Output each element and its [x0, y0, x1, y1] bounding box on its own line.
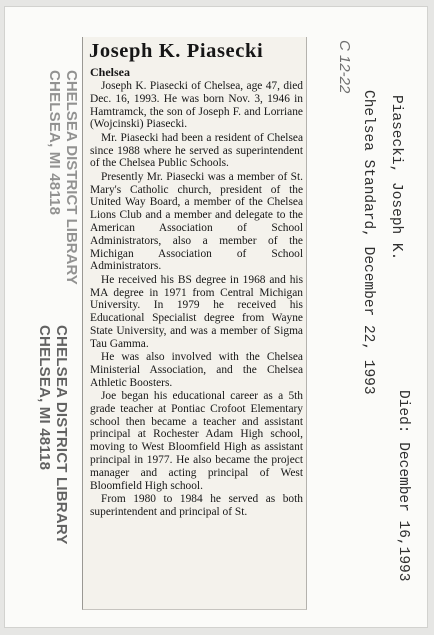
obituary-paragraph: From 1980 to 1984 he served as both superintendent and principal of St.	[90, 493, 303, 518]
call-number-handwritten: C 12-22	[336, 40, 353, 94]
obituary-body	[90, 65, 303, 519]
obituary-paragraph: Joseph K. Piasecki of Chelsea, age 47, died Dec. 16, 1993. He was born Nov. 3, 1946 in Hamtramck, the son of Joseph F. and Lorriane (Wojcinski) Piasecki.	[90, 80, 303, 131]
stamp-address: CHELSEA, MI 48118	[36, 325, 53, 471]
stamp-address: CHELSEA, MI 48118	[46, 70, 63, 216]
typed-death-date: Died: December 16,1993	[395, 390, 411, 582]
newspaper-clipping	[82, 37, 307, 610]
obituary-paragraph: He received his BS degree in 1968 and his MA degree in 1971 from Central Michigan University. In 1979 he received his Educational Specialist degree from Wayne State University, and was a member of Sigma Tau Gamma.	[90, 273, 303, 350]
obituary-paragraph: Mr. Piasecki had been a resident of Chelsea since 1988 where he served as superintendent of the Chelsea Public Schools.	[90, 131, 303, 170]
library-stamp	[46, 70, 80, 285]
typed-name-label: Piasecki, Joseph K.	[388, 95, 404, 261]
typed-source-label: Chelsea Standard, December 22, 1993	[360, 90, 376, 395]
library-stamp	[36, 325, 70, 545]
dateline: Chelsea	[90, 65, 130, 79]
stamp-library-name: CHELSEA DISTRICT LIBRARY	[63, 70, 80, 285]
stamp-library-name: CHELSEA DISTRICT LIBRARY	[53, 325, 70, 545]
obituary-title: Joseph K. Piasecki	[89, 40, 264, 62]
obituary-paragraph: He was also involved with the Chelsea Ministerial Association, and the Chelsea Athletic Boosters.	[90, 351, 303, 389]
obituary-paragraph: Presently Mr. Piasecki was a member of St. Mary's Catholic church, president of the United Way Board, a member of the Chelsea Lions Club and a member and delegate to the American Association of School Administrators, also a member of the Michigan Association of School Administrators.	[90, 170, 303, 273]
obituary-paragraph: Joe began his educational career as a 5th grade teacher at Pontiac Crofoot Elementary school then became a teacher and assistant principal at Rochester Adam High school, moving to West Bloomfield High as assistant principal in 1977. He also became the project manager and acting principal of West Bloomfield High school.	[90, 390, 303, 492]
